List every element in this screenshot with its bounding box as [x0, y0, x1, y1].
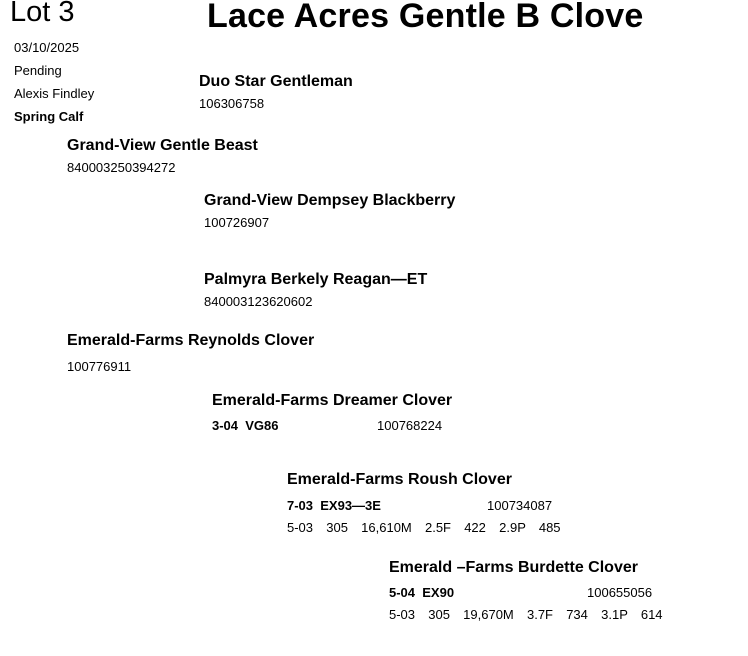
sire-name: Grand-View Gentle Beast [67, 137, 258, 154]
sire-reg: 840003250394272 [67, 160, 176, 175]
dam-dam-dam-name: Emerald-Farms Roush Clover [287, 471, 512, 488]
lot-number: Lot 3 [10, 0, 75, 28]
status: Pending [14, 63, 62, 78]
dam-dam-name: Emerald-Farms Dreamer Clover [212, 392, 453, 409]
class: Spring Calf [14, 109, 84, 124]
sire-dam-sire-name: Grand-View Dempsey Blackberry [204, 192, 456, 209]
dam-dam-dam-record: 5-03 305 16,610M 2.5F 422 2.9P 485 [287, 520, 561, 535]
info-block [14, 36, 94, 128]
dam-dam-dam-dam-reg: 100655056 [587, 585, 653, 600]
sire-sire-name: Duo Star Gentleman [199, 73, 353, 90]
dam-dam-classification: 3-04 VG86 [212, 418, 279, 433]
dam-dam-dam-classification: 7-03 EX93—3E [287, 498, 381, 513]
dam-reg: 100776911 [67, 359, 132, 374]
dam-dam-dam-dam-classification: 5-04 EX90 [389, 585, 455, 600]
dam-name: Emerald-Farms Reynolds Clover [67, 332, 315, 349]
sale-date: 03/10/2025 [14, 40, 80, 55]
animal-name-title: Lace Acres Gentle B Clove [207, 0, 644, 35]
sire-dam-dam-name: Palmyra Berkely Reagan—ET [204, 271, 428, 288]
dam-dam-reg: 100768224 [377, 418, 443, 433]
dam-dam-dam-reg: 100734087 [487, 498, 553, 513]
sire-dam-sire-reg: 100726907 [204, 215, 270, 230]
consignor: Alexis Findley [14, 86, 95, 101]
sire-dam-dam-reg: 840003123620602 [204, 294, 313, 309]
dam-dam-dam-dam-name: Emerald –Farms Burdette Clover [389, 559, 638, 576]
dam-dam-dam-dam-record: 5-03 305 19,670M 3.7F 734 3.1P 614 [389, 607, 663, 622]
sire-sire-reg: 106306758 [199, 96, 265, 111]
